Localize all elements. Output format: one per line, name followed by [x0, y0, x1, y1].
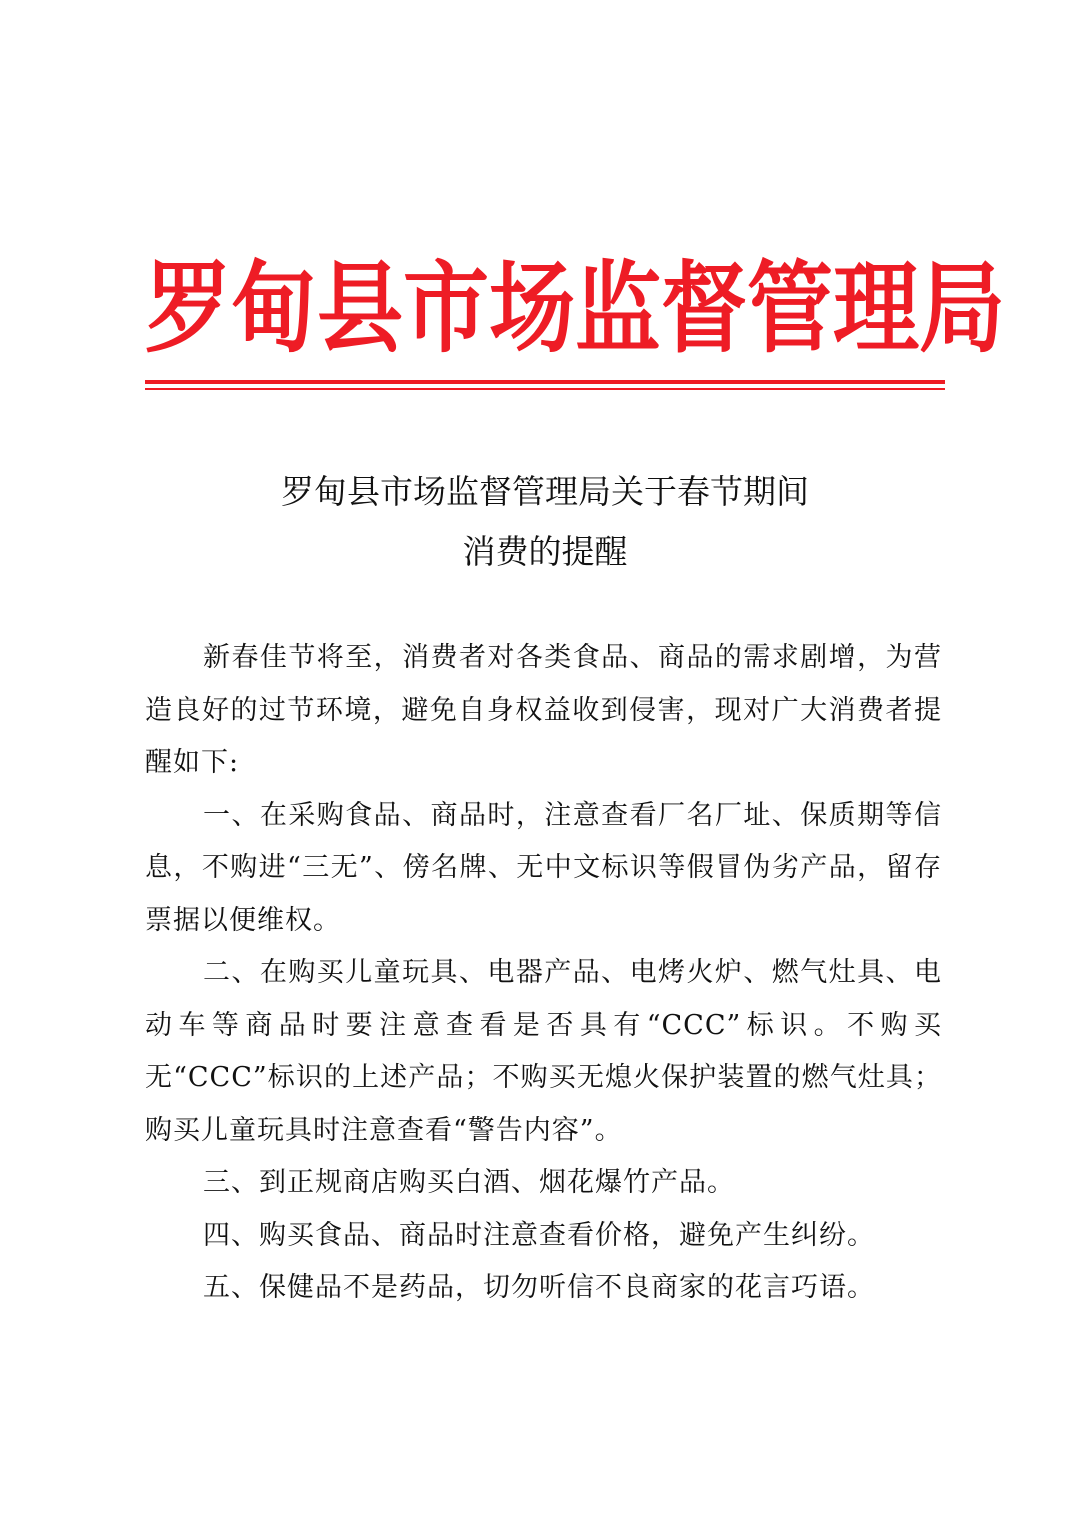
reminder-item-4: 四、购买食品、商品时注意查看价格，避免产生纠纷。 — [203, 1219, 875, 1251]
document-title-line-1: 罗甸县市场监督管理局关于春节期间 — [281, 472, 809, 511]
masthead-red-rule-thick — [145, 380, 945, 384]
reminder-item-1: 一、在采购食品、商品时，注意查看厂名厂址、保质期等信息，不购进“三无”、傍名牌、无中文标识等假冒伪劣产品，留存票据以便维权。 — [145, 799, 942, 936]
reminder-item-5: 五、保健品不是药品，切勿听信不良商家的花言巧语。 — [203, 1272, 875, 1303]
intro-paragraph: 新春佳节将至，消费者对各类食品、商品的需求剧增，为营造良好的过节环境，避免自身权益收到侵害，现对广大消费者提醒如下: — [145, 642, 942, 778]
reminder-item-3: 三、到正规商店购买白酒、烟花爆竹产品。 — [203, 1167, 735, 1198]
document-title-line-2: 消费的提醒 — [462, 532, 628, 571]
masthead-red-rule-thin — [145, 388, 945, 390]
document-body — [145, 632, 942, 1315]
reminder-item-2: 二、在购买儿童玩具、电器产品、电烤火炉、燃气灶具、电动车等商品时要注意查看是否具有“CCC”标识。不购买无“CCC”标识的上述产品；不购买无熄火保护装置的燃气灶具；购买儿童玩具时注意查看“警告内容”。 — [145, 957, 942, 1146]
document-title — [145, 462, 945, 582]
masthead-agency-name: 罗甸县市场监督管理局 — [145, 251, 1005, 367]
